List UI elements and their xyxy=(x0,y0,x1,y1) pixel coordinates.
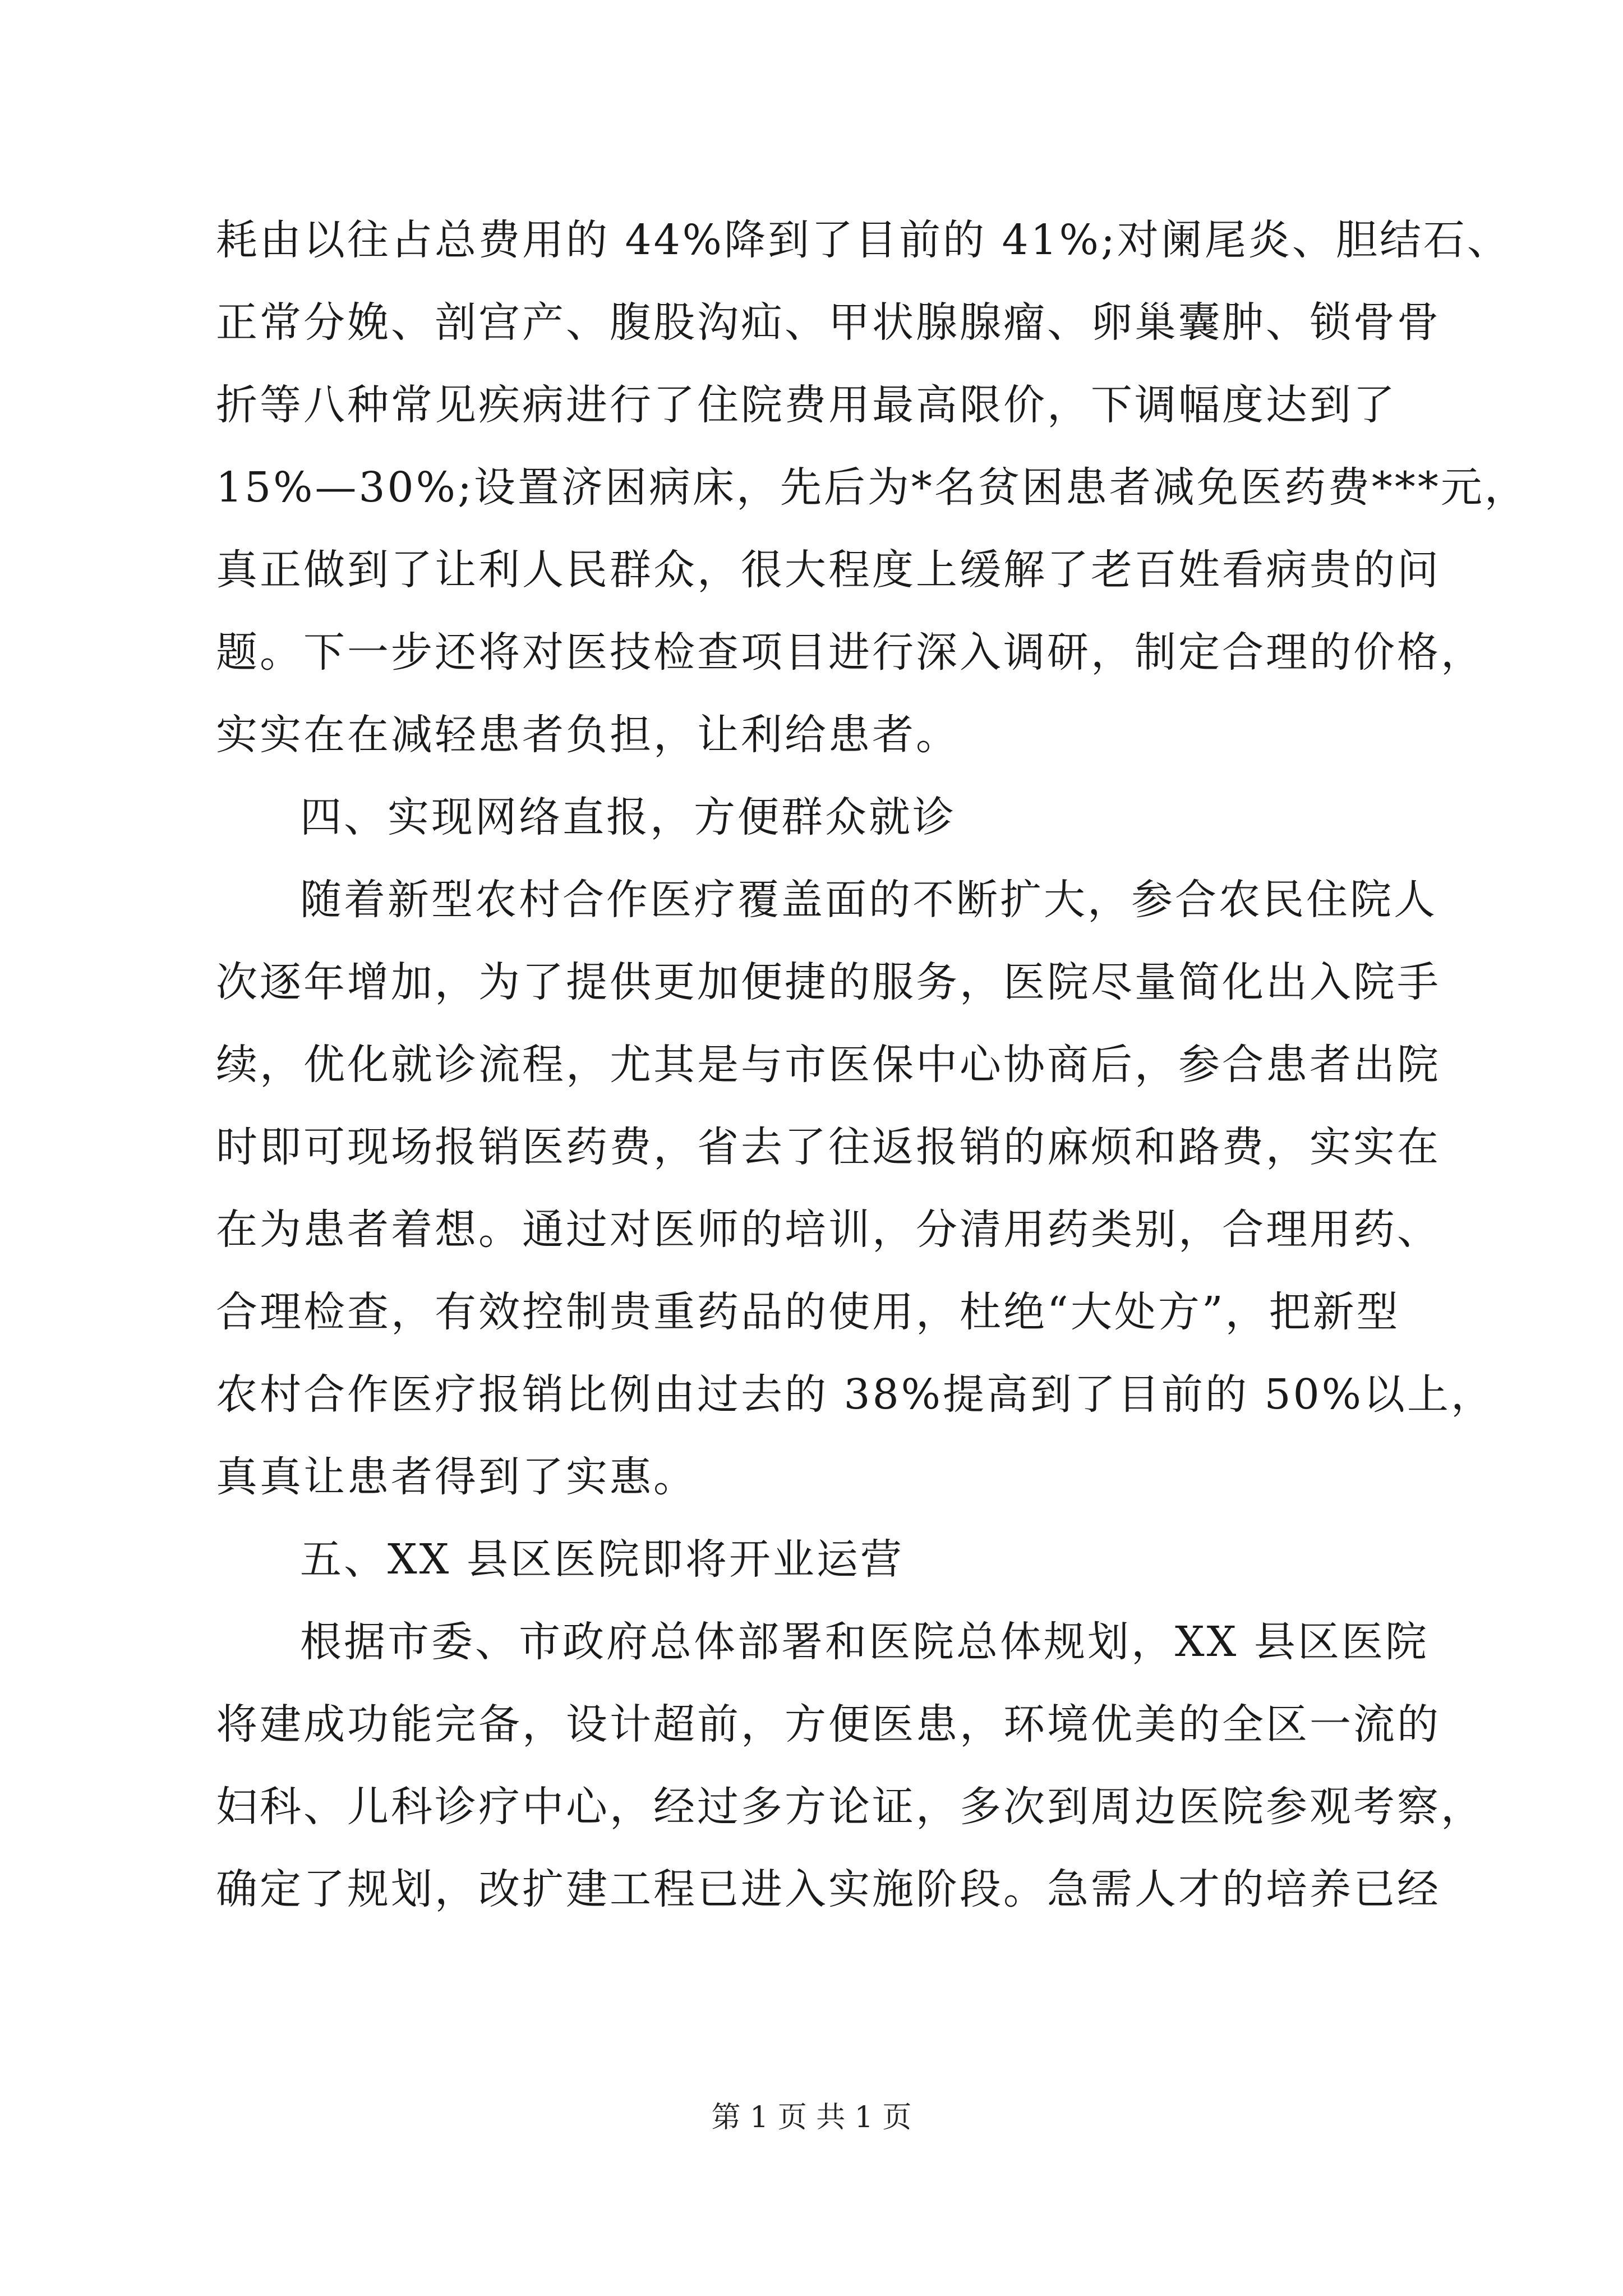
section-heading-five xyxy=(216,1519,1416,1601)
text-line: 续，优化就诊流程，尤其是与市医保中心协商后，参合患者出院 xyxy=(216,1041,1441,1089)
document-body xyxy=(216,199,1528,1931)
heading-text: 五、XX 县区医院即将开业运营 xyxy=(300,1535,904,1584)
page-number: 第 1 页 共 1 页 xyxy=(711,2101,912,2134)
text-line: 实实在在减轻患者负担，让利给患者。 xyxy=(216,711,960,759)
text-line: 随着新型农村合作医疗覆盖面的不断扩大，参合农民住院人 xyxy=(300,876,1437,924)
text-line: 折等八种常见疾病进行了住院费用最高限价，下调幅度达到了 xyxy=(216,381,1397,429)
heading-text: 四、实现网络直报，方便群众就诊 xyxy=(300,793,956,841)
paragraph-cost-reduction xyxy=(216,199,1528,776)
text-line: 在为患者着想。通过对医师的培训，分清用药类别，合理用药、 xyxy=(216,1205,1441,1254)
text-line: 真真让患者得到了实惠。 xyxy=(216,1453,697,1501)
text-line: 正常分娩、剖宫产、腹股沟疝、甲状腺腺瘤、卵巢囊肿、锁骨骨 xyxy=(216,298,1441,347)
text-line: 合理检查，有效控制贵重药品的使用，杜绝“大处方”，把新型 xyxy=(216,1288,1400,1336)
page-footer xyxy=(0,2095,1623,2140)
text-line: 真正做到了让利人民群众，很大程度上缓解了老百姓看病贵的问 xyxy=(216,546,1441,594)
paragraph-hospital-opening xyxy=(216,1601,1484,1931)
text-line: 根据市委、市政府总体部署和医院总体规划，XX 县区医院 xyxy=(300,1618,1429,1666)
text-line: 妇科、儿科诊疗中心，经过多方论证，多次到周边医院参观考察， xyxy=(216,1783,1484,1831)
text-line: 次逐年增加，为了提供更加便捷的服务，医院尽量简化出入院手 xyxy=(216,958,1441,1006)
text-line: 确定了规划，改扩建工程已进入实施阶段。急需人才的培养已经 xyxy=(216,1865,1441,1913)
text-line: 农村合作医疗报销比例由过去的 38%提高到了目前的 50%以上， xyxy=(216,1370,1495,1419)
text-line: 时即可现场报销医药费，省去了往返报销的麻烦和路费，实实在 xyxy=(216,1123,1441,1171)
text-line: 15%—30%;设置济困病床，先后为*名贫困患者减免医药费***元， xyxy=(216,463,1528,512)
text-line: 耗由以往占总费用的 44%降到了目前的 41%;对阑尾炎、胆结石、 xyxy=(216,216,1511,264)
text-line: 题。下一步还将对医技检查项目进行深入调研，制定合理的价格， xyxy=(216,628,1484,677)
section-heading-four xyxy=(216,776,1416,859)
text-line: 将建成功能完备，设计超前，方便医患，环境优美的全区一流的 xyxy=(216,1700,1441,1749)
paragraph-network-reporting xyxy=(216,859,1495,1519)
